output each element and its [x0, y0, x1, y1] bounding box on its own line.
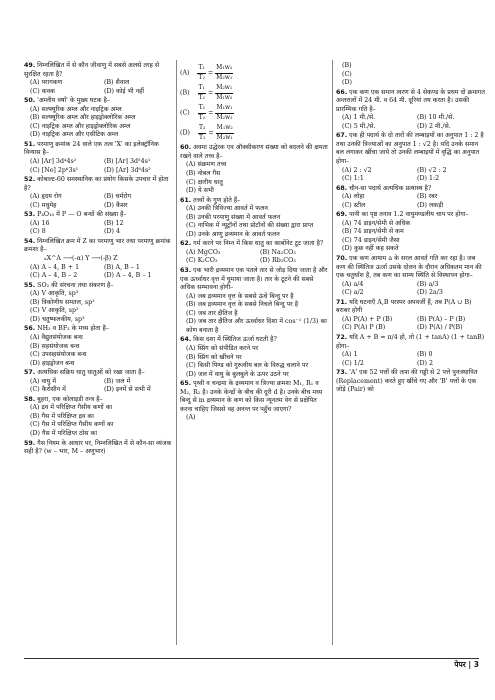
question-block — [24, 211, 172, 237]
option-label: (A) — [180, 69, 190, 77]
option-item: (C) 8 — [30, 228, 46, 236]
option-item: (C) किसी पिण्ड को गुरुत्वीय बल के विरुद्ध चलाने पर — [186, 362, 309, 370]
fraction-denominator: T₁ — [198, 133, 206, 141]
option-item: (A) उनकी त्रिविज्या आवर्त में फलन — [186, 205, 268, 213]
question-stem: पृथ्वी व चन्द्रमा के द्रव्यमान व त्रिज्या क्रमशः M₁, R₁ व M₂, R₂ है। उनके केन्द्रों के बीच की दूरी d है। उनके बीच मध्य बिन्दु से m द्रव्यमान के कण को किस न्यूनतम वेग से प्रक्षेपित करना चाहिए जिससे वह अनन्त पर पहुँच जाएगा? — [180, 380, 323, 413]
option-item: (B) उनकी परमाणु संख्या में आवर्त फलन — [186, 213, 281, 221]
option-label: (B) — [180, 89, 190, 97]
option-item: (D) लकड़ी — [417, 201, 444, 209]
column-divider — [176, 60, 177, 645]
question-stem: कोबाल्ट-60 समस्थानिक का प्रयोग किसके उपचार में होता है? — [24, 176, 169, 192]
question-block — [180, 336, 328, 379]
option-item: (B) √2 : 2 — [417, 166, 447, 174]
options-list — [336, 193, 486, 210]
question-stem: बुहरा, एक कोलाइडी तन्त्र है– — [37, 395, 103, 403]
option-item: (B) a/3 — [417, 280, 439, 288]
option-item: (A) जब द्रव्यमान वृत्त के सबसे ऊंचे बिन्दु पर है — [186, 292, 294, 300]
option-item: (C) स्टील — [342, 201, 366, 209]
option-item: (B) — [342, 62, 352, 69]
question-text — [336, 255, 486, 281]
option-item: (C) 5 मी./से. — [342, 122, 376, 130]
question-number: 67. — [336, 132, 348, 140]
question-stem: गैस नियम के आधार पर, निम्नलिखित में से कौन-सा व्यंजक सही है? (w – भार, M – अणुभार) — [24, 439, 172, 456]
question-block — [336, 62, 486, 88]
option-item: (C) जब तार क्षैतिज है — [186, 309, 238, 317]
question-stem: 'A' एक 52 पत्तों की ताश की गड्डी से 2 पत्ते पुनःस्थापित (Replacement) करते हुए खींचे गए और 'B' पत्तों के एक जोड़े (Pair) को — [336, 369, 478, 394]
equals-sign: = — [205, 89, 216, 97]
question-stem: अवमा उद्धेरक एव ऑक्सीकरण संख्या को बदलने की क्षमता रखने वाले तत्त्व है– — [180, 144, 328, 160]
option-item: (B) 12 — [104, 219, 124, 227]
option-item: (C) उपसहसंयोजक बन्ध — [30, 351, 87, 359]
question-block — [336, 211, 486, 254]
fraction-denominator: M₂w₂ — [216, 113, 233, 121]
fraction — [216, 124, 234, 142]
options-list — [336, 351, 486, 368]
option-item: (D) 2a/3 — [417, 289, 443, 297]
option-item: (C) K₂CO₃ — [186, 257, 218, 265]
option-item: (A) 2 : √2 — [342, 166, 372, 174]
option-item: (B) 0 — [417, 351, 433, 359]
option-item: (A) A – 4, B + 1 — [30, 263, 80, 271]
options-list — [24, 334, 172, 368]
question-block — [180, 197, 328, 240]
option-item: (A) परागकण — [30, 79, 63, 87]
question-text — [180, 240, 328, 249]
option-item: (A) स्प्रिंग को संपीडित करने पर — [186, 344, 259, 352]
question-number: 63. — [180, 267, 192, 275]
page-footer-rule — [24, 658, 479, 671]
option-item: (D) कुछ नहीं कह सकते — [342, 245, 399, 253]
option-item: (B) सहसंयोजक बन्ध — [30, 342, 80, 350]
question-number: 65. — [180, 380, 192, 388]
option-item: (A) लोहा — [342, 193, 365, 201]
options-list — [336, 220, 486, 254]
question-number: 49. — [24, 62, 36, 69]
question-block — [336, 334, 486, 368]
equals-sign: = — [206, 109, 216, 117]
option-item: (B) रबर — [417, 193, 438, 201]
question-stem: P₄O₁₀ में P — O बन्धों की संख्या है– — [37, 211, 127, 219]
fraction-denominator: M₂w₁ — [216, 133, 233, 141]
question-block — [180, 240, 328, 266]
option-item: (A) V आकृति, sp³ — [30, 290, 79, 298]
options-list — [180, 345, 328, 379]
fraction-numerator: T₁ — [197, 64, 205, 74]
option-item: (C) मधुमेह — [30, 201, 57, 209]
options-list — [180, 414, 328, 423]
option-item: (D) जब तार क्षैतिज और ऊर्ध्वाधर दिशा में cos⁻¹ (1/3) का कोण बनाता है — [186, 318, 327, 334]
question-block — [24, 440, 172, 457]
option-item: (D) कैंसर — [104, 201, 128, 209]
question-text — [24, 211, 172, 220]
question-text — [336, 185, 486, 194]
option-item: (B) गैस में परिक्षिप्त द्रव का — [30, 412, 94, 420]
options-list — [24, 264, 172, 281]
question-stem: पानी का पृष्ठ तनाव 1.2 वायुमण्डलीय चाप पर होगा– — [349, 211, 469, 219]
option-fraction-row — [180, 84, 328, 102]
question-text — [24, 282, 172, 291]
option-item: (D) नाइट्रिक अम्ल और एसीटिक अम्ल — [30, 131, 119, 139]
question-block — [336, 89, 486, 132]
option-item: (D) 2 — [417, 359, 433, 367]
option-item: (C) गैस में परिक्षिप्त गैसीय कणों का — [30, 421, 114, 429]
options-list — [336, 316, 486, 333]
option-item: (B) त्रिकोणीय समतल, sp² — [30, 298, 95, 306]
question-block — [336, 299, 486, 333]
option-item: (D) — [342, 79, 352, 87]
question-number: 73. — [336, 369, 348, 377]
option-item: (A) 1 — [342, 351, 358, 359]
option-item: (A) — [186, 414, 196, 422]
option-item: (C) A – 4, B – 2 — [30, 272, 78, 280]
question-stem: NH₃ व BF₃ के मध्य होता है– — [37, 325, 110, 333]
question-number: 53. — [24, 211, 36, 219]
question-text — [336, 369, 486, 395]
option-item: (C) P(A) P (B) — [342, 324, 386, 332]
question-number: 69. — [336, 211, 348, 219]
question-text — [24, 325, 172, 334]
options-list — [24, 158, 172, 175]
option-item: (C) कैरोसीन में — [30, 386, 66, 394]
question-block — [24, 141, 172, 175]
option-item: (D) कोई भी नहीं — [104, 87, 145, 95]
option-item: (B) 10 मी./से. — [417, 114, 455, 122]
equals-sign: = — [205, 69, 216, 77]
question-block — [24, 369, 172, 395]
options-list — [24, 79, 172, 96]
fraction — [198, 84, 206, 102]
question-stem: परमाणु क्रमांक 24 वाले एक तत्व 'X' का इलेक्ट्रॉनिक विन्यास है– — [24, 140, 159, 157]
option-item: (B) Na₂CO₃ — [260, 248, 296, 256]
option-item: (B) 74 डाइन/सेमी से कम — [342, 228, 404, 236]
question-text — [24, 238, 172, 255]
option-item: (B) सल्फ्यूरिक अम्ल और हाइड्रोक्लोरिक अम्ल — [30, 114, 136, 122]
question-block — [24, 176, 172, 210]
question-number: 56. — [24, 325, 36, 333]
option-item: (A) 74 डाइन/सेमी से अधिक — [342, 219, 411, 227]
question-stem: एक कण एक समान त्वरण से 4 सेकण्ड के प्रथम दो क्रमागत अन्तरालों में 24 मी. व 64 मी. दूरियां तय करता है। उसकी प्रारम्भिक गति है– — [336, 88, 485, 113]
question-text — [336, 299, 486, 316]
column-right — [336, 62, 486, 396]
question-block — [336, 132, 486, 183]
option-item: (A) हृदय रोग — [30, 193, 62, 201]
question-text — [24, 141, 172, 158]
option-item: (C) V आकृति, sp² — [30, 307, 79, 315]
question-number: 55. — [24, 281, 36, 289]
question-text — [24, 440, 172, 457]
option-item: (B) नोबल गैस — [186, 170, 221, 178]
options-list — [336, 114, 486, 131]
question-number: 58. — [24, 395, 36, 403]
question-stem: किस दशा में स्थितिज ऊर्जा घटती है? — [193, 336, 277, 344]
fraction-numerator: M₁w₂ — [216, 124, 234, 134]
question-block — [24, 325, 172, 368]
options-list — [24, 193, 172, 210]
fraction-numerator: M₁w₁ — [215, 104, 233, 114]
options-list — [180, 161, 328, 195]
fraction-denominator: M₁w₂ — [216, 93, 233, 101]
fraction-denominator: M₂w₁ — [216, 73, 233, 81]
question-number: 57. — [24, 369, 36, 377]
question-text — [24, 369, 172, 378]
question-text — [336, 334, 486, 351]
question-stem: एक भारी द्रव्यमान एक पतले तार से जोड़ दिया जाता है और एक ऊर्ध्वाधर वृत्त में घुमाया जाता है। तार के टूटने की सबसे अधिक सम्भावना होगी– — [180, 267, 328, 292]
option-item: (D) गैस में परिक्षिप्त ठोस का — [30, 429, 98, 437]
option-label: (C) — [180, 109, 190, 117]
option-item: (A) a/4 — [342, 280, 364, 288]
question-text — [180, 197, 328, 206]
question-stem: चौन-सा पदार्थ अत्यधिक प्रत्यास्थ है? — [349, 184, 432, 192]
fraction-numerator: M₁w₂ — [215, 64, 233, 74]
options-list — [180, 293, 328, 336]
option-item: (A) वायु में — [30, 377, 57, 385]
option-item: (D) इनमें से सभी में — [104, 386, 151, 394]
option-item: (C) नाइट्रिक अम्ल और हाइड्रोक्लोरिक अम्ल — [30, 122, 131, 130]
question-stem: एक कण आयाम a के सरल आवर्त गति कर रहा है। जब कण की स्थितिज ऊर्जा उसके दोलन के दौरान अधिकतम मान की एक चतुर्थांश है, तब कण का साम्य स्थिति से विस्थापन होगा– — [336, 255, 482, 280]
question-block — [336, 185, 486, 211]
question-block — [180, 64, 328, 142]
question-text — [180, 267, 328, 293]
fraction — [215, 64, 233, 82]
option-item: (D) [Ar] 3d⁶4s² — [104, 166, 151, 174]
question-stem: निम्नलिखित में से कौन जीवाणु में सबसे अलसे तरह से सुरक्षित रहता है? — [24, 62, 160, 78]
question-text — [180, 336, 328, 345]
question-number: 72. — [336, 333, 348, 341]
options-list — [336, 167, 486, 184]
option-item: (B) स्प्रिंग को खींचने पर — [186, 353, 242, 361]
option-item: (C) — [342, 70, 352, 78]
question-number: 71. — [336, 298, 348, 306]
reaction-equation: ₓX^A ⟶(-α) Y ⟶(-β) Z — [44, 255, 118, 263]
question-number: 64. — [180, 336, 192, 344]
option-item: (C) 1/2 — [342, 359, 364, 367]
question-block — [24, 62, 172, 96]
question-number: 59. — [24, 439, 36, 447]
column-divider — [332, 60, 333, 645]
option-item: (A) [Ar] 3d⁴4s² — [30, 158, 77, 166]
option-item: (C) 1:1 — [342, 175, 364, 183]
option-item: (D) चतुष्फलकीय, sp³ — [30, 315, 85, 323]
question-number: 52. — [24, 176, 36, 184]
question-block — [180, 144, 328, 195]
option-item: (D) 1:2 — [417, 175, 440, 183]
option-item: (B) चर्मरोग — [104, 193, 132, 201]
fraction — [198, 104, 206, 122]
options-list — [24, 404, 172, 438]
question-number: 66. — [336, 88, 348, 96]
fraction-numerator: T₁ — [198, 104, 206, 114]
fraction-numerator: T₂ — [198, 124, 206, 134]
option-item: (A) संक्रमण तत्त्व — [186, 161, 227, 169]
question-stem: अत्यधिक सक्रिय धातु धातुओं को रखा जाता है– — [37, 369, 145, 377]
question-text — [24, 62, 172, 79]
question-text — [336, 89, 486, 115]
column-middle — [180, 62, 328, 424]
option-item: (C) [Ne] 2p⁶3s¹ — [30, 166, 79, 174]
fraction — [215, 84, 233, 102]
question-stem: यदि घटनाएँ A,B परस्पर अपवर्जी हैं, तब P(A ∪ B) बराबर होगी — [336, 298, 472, 315]
fraction-denominator: T₂ — [198, 93, 205, 101]
options-list — [24, 378, 172, 395]
question-text — [336, 132, 486, 166]
question-number: 62. — [180, 240, 192, 248]
question-stem: SO₂ की संरचना तथा संकरण है– — [37, 281, 114, 289]
options-list — [336, 281, 486, 298]
question-stem: 'अम्लीय वर्षा' के मुख्य घटक है– — [37, 97, 110, 105]
question-number: 51. — [24, 140, 36, 148]
question-block — [24, 97, 172, 140]
option-item: (B) शैवाल — [104, 79, 130, 87]
question-text — [180, 380, 328, 414]
options-list — [24, 220, 172, 237]
question-block — [180, 380, 328, 423]
fraction — [215, 104, 233, 122]
page-number: पेपर | 3 — [454, 660, 479, 669]
option-fraction-row — [180, 64, 328, 82]
options-list — [336, 62, 486, 88]
option-item: (C) क्षारीय धातु — [186, 178, 223, 186]
question-block — [180, 267, 328, 335]
options-list — [24, 106, 172, 140]
question-text — [24, 176, 172, 193]
option-item: (D) 4 — [104, 228, 120, 236]
question-number: 54. — [24, 237, 36, 245]
option-item: (D) जल में वायु के बुलबुले के ऊपर उठने पर — [186, 370, 289, 378]
option-item: (C) कवक — [30, 87, 55, 95]
option-item: (D) A – 4, B – 1 — [104, 272, 152, 280]
question-number: 60. — [180, 144, 192, 152]
question-stem: यदि A + B = π/4 हो, तो (1 + tanA) (1 + tanB) होगा– — [336, 333, 485, 350]
options-list — [180, 205, 328, 239]
option-item: (A) सल्फ्यूरिक अम्ल और नाइट्रिक अम्ल — [30, 105, 122, 113]
option-item: (D) उनके आणु द्रव्यमान के आवर्त फलन — [186, 230, 280, 238]
fraction-denominator: T₂ — [198, 73, 205, 81]
option-item: (D) P(A) / P(B) — [417, 324, 463, 332]
option-fraction-row — [180, 124, 328, 142]
option-item: (C) a/2 — [342, 289, 364, 297]
fraction-denominator: T₂ — [198, 113, 206, 121]
question-text — [180, 144, 328, 161]
fraction — [197, 64, 205, 82]
question-text — [24, 97, 172, 106]
column-left — [24, 62, 172, 458]
question-number: 50. — [24, 97, 36, 105]
option-item: (C) 74 डाइन/सेमी जैसा — [342, 236, 400, 244]
option-item: (B) [Ar] 3d⁵4s¹ — [104, 158, 151, 166]
option-item: (B) P(A) – P (B) — [417, 315, 466, 323]
question-number: 61. — [180, 196, 192, 204]
option-item: (D) हाइड्रोजन बन्ध — [30, 359, 75, 367]
option-label: (D) — [180, 129, 190, 137]
options-list — [24, 290, 172, 324]
question-block — [24, 396, 172, 439]
option-item: (A) P(A) + P (B) — [342, 315, 393, 323]
question-stem: तत्त्वों के गुण होते हैं– — [193, 196, 241, 204]
equals-sign: = — [206, 129, 216, 137]
question-text — [336, 211, 486, 220]
option-item: (D) 2 मी./से. — [417, 122, 451, 130]
question-stem: निम्नलिखित क्रम में Z का परमाणु भार तथा परमाणु क्रमांक क्रमशः है– — [24, 237, 171, 254]
option-fraction-row — [180, 104, 328, 122]
question-block — [336, 255, 486, 298]
option-item: (B) जब द्रव्यमान वृत्त के सबसे निचले बिन्दु पर है — [186, 301, 299, 309]
question-block — [24, 282, 172, 325]
question-block — [24, 238, 172, 281]
fraction-numerator: M₂w₁ — [215, 84, 233, 94]
question-number: 70. — [336, 255, 348, 263]
option-item: (A) 16 — [30, 219, 50, 227]
option-item: (C) नाभिक में न्यूट्रॉनों तथा प्रोटॉनों की संख्या द्वारा प्राप्त — [186, 222, 314, 230]
question-stem: गर्म करने पर निम्न में किस धातु का कार्बोनेट टूट जाता है? — [193, 240, 324, 248]
option-item: (D) ये सभी — [186, 187, 214, 195]
fraction-numerator: T₁ — [198, 84, 206, 94]
question-block — [336, 369, 486, 395]
option-item: (A) 1 मी./से. — [342, 114, 376, 122]
option-item: (B) A, B – 1 — [104, 263, 140, 271]
options-list — [180, 249, 328, 266]
option-item: (A) वैद्युतसंयोजक बन्ध — [30, 333, 83, 341]
question-number: 68. — [336, 184, 348, 192]
question-stem: एक ही पदार्थ के दो तारों की लम्बाइयों का अनुपात 1 : 2 है तथा उनकी त्रिज्याओं का अनुपात 1 : √2 है। यदि उनके समान बल लगाकर खींचा जाये तो उनकी लम्बाइयों में वृद्धि का अनुपात होगा– — [336, 132, 484, 166]
option-item: (D) Rb₂CO₃ — [260, 257, 296, 265]
option-item: (A) MgCO₃ — [186, 248, 221, 256]
option-item: (A) द्रव में परिक्षिप्त गैसीय कणों का — [30, 404, 113, 412]
option-item: (B) जल में — [104, 377, 131, 385]
